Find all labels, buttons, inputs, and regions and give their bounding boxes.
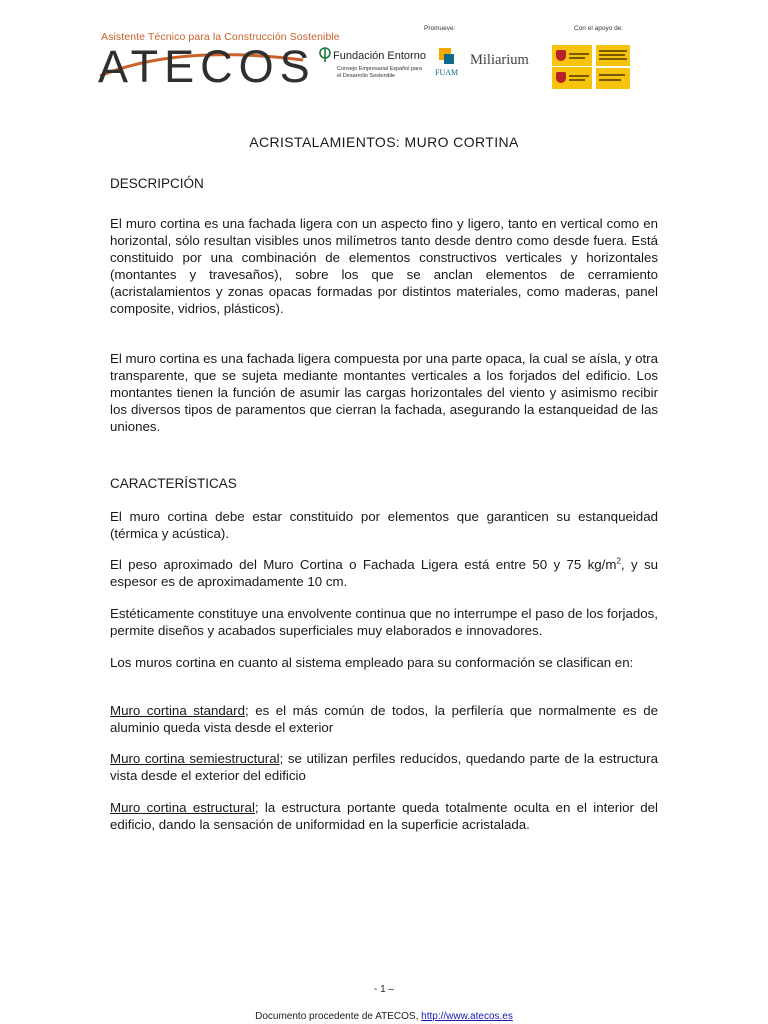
- page-title: ACRISTALAMIENTOS: MURO CORTINA: [249, 134, 519, 150]
- footer-text: Documento procedente de ATECOS,: [255, 1011, 422, 1022]
- caracteristicas-heading: CARACTERÍSTICAS: [110, 476, 237, 491]
- fundacion-entorno-subtitle: Consejo Empresarial Español para el Desarrollo Sostenible: [337, 66, 422, 79]
- squared-superscript: 2: [616, 556, 621, 566]
- miliarium-logo: Miliarium: [470, 52, 529, 68]
- descripcion-heading: DESCRIPCIÓN: [110, 176, 204, 191]
- type-standard-desc: ; es el más común de todos, la perfilería que normalmente es de aluminio queda vista desde el exterior: [110, 703, 658, 735]
- thickness-text: , y su espesor es de aproximadamente 10 cm.: [110, 557, 658, 589]
- brand-tagline: Asistente Técnico para la Construcción Sostenible: [101, 31, 340, 43]
- promueve-label: Promueve:: [424, 25, 456, 32]
- document-header: [0, 0, 768, 110]
- ministerio-logo-1: [552, 45, 592, 66]
- ministerio-logo-2-text: [596, 68, 630, 89]
- type-estructural-desc: ; la estructura portante queda totalmente oculta en el interior del edificio, dando la sensación de uniformidad en la superficie acristalada.: [110, 800, 659, 832]
- type-estructural-term: Muro cortina estructural: [110, 800, 255, 815]
- spain-shield-icon: [556, 50, 566, 61]
- weight-text: El peso aproximado del Muro Cortina o Fachada Ligera está entre 50 y 75 kg/m: [110, 557, 617, 572]
- type-semiestructural: [110, 750, 658, 784]
- descripcion-paragraph-1: El muro cortina es una fachada ligera con un aspecto fino y ligero, tanto en vertical como en horizontal, sólo resultan visibles unos milímetros tanto desde dentro como desde fuera. Está constituido por una combinación de elementos constructivos verticales y horizontales (montantes y travesaños), sobre los que se anclan elementos de cerramiento (acristalamientos y zonas opacas formadas por distintos materiales, como maderas, panel composite, vidrios, plásticos).: [110, 216, 658, 316]
- ministerio-logo-1-text: [596, 45, 630, 66]
- fuam-logo: FUAM: [435, 68, 459, 77]
- caracteristicas-paragraph-2: [110, 556, 658, 590]
- document-footer: [0, 1011, 768, 1022]
- fundacion-entorno-name: Fundación Entorno: [333, 50, 426, 62]
- page-number: - 1 –: [373, 984, 394, 995]
- type-estructural: [110, 799, 658, 833]
- descripcion-paragraph-2: El muro cortina es una fachada ligera compuesta por una parte opaca, la cual se aísla, y otra transparente, que se sujeta mediante montantes verticales a los forjados del edificio. Los montantes tienen la función de asumir las cargas horizontales del viento y asimismo recibir los diversos tipos de paramentos que cierran la fachada, asegurando la estanqueidad de las uniones.: [110, 351, 658, 434]
- caracteristicas-paragraph-4: Los muros cortina en cuanto al sistema empleado para su conformación se clasifican en:: [110, 655, 634, 670]
- ministerio-logo-2: [552, 67, 592, 89]
- caracteristicas-paragraph-1: El muro cortina debe estar constituido por elementos que garanticen su estanqueidad (térmica y acústica).: [110, 509, 658, 541]
- apoyo-label: Con el apoyo de:: [574, 25, 624, 32]
- type-standard: [110, 702, 658, 736]
- type-semiestructural-term: Muro cortina semiestructural: [110, 751, 280, 766]
- type-standard-term: Muro cortina standard: [110, 703, 245, 718]
- fundacion-entorno-logo-icon: [318, 47, 332, 63]
- spain-shield-icon: [556, 72, 566, 83]
- atecos-website-link[interactable]: http://www.atecos.es: [421, 1011, 513, 1022]
- atecos-logo: ATECOS: [98, 41, 316, 92]
- type-semiestructural-desc: ; se utilizan perfiles reducidos, quedando parte de la estructura vista desde el exterior del edificio: [110, 751, 659, 783]
- caracteristicas-paragraph-3: Estéticamente constituye una envolvente continua que no interrumpe el paso de los forjados, permite diseños y acabados superficiales muy elaborados e innovadores.: [110, 606, 658, 638]
